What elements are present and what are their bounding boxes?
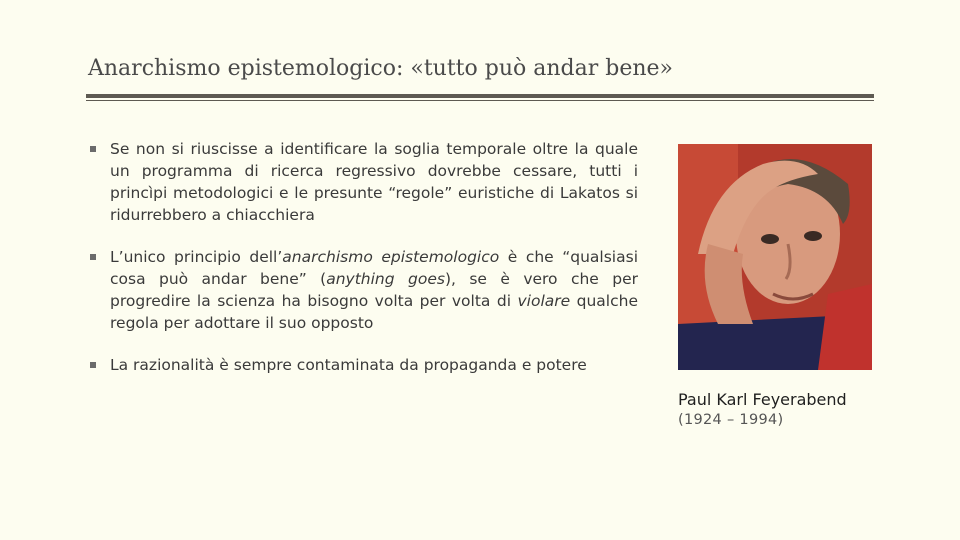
- square-bullet-icon: [90, 146, 96, 152]
- bullet-text-emphasis: anything goes: [326, 270, 445, 288]
- title-divider-thick: [86, 94, 874, 98]
- title-divider-thin: [86, 100, 874, 101]
- bullet-text: Se non si riuscisse a identificare la soglia temporale oltre la quale un programma di ricerca regressivo dovrebbe cessare, tutti i princìpi metodologici e le presunte “regole” euristiche di Lakatos si ridurrebbero a chiacchiera: [110, 140, 638, 224]
- caption-name: Paul Karl Feyerabend: [678, 390, 847, 409]
- bullet-item-3: [90, 354, 638, 376]
- caption-dates: (1924 – 1994): [678, 412, 784, 428]
- bullet-text-part: è che “qualsiasi cosa può andar bene” (: [110, 248, 638, 288]
- portrait-illustration: [678, 144, 872, 370]
- bullet-list: [90, 138, 638, 376]
- portrait-photo: [678, 144, 872, 370]
- bullet-text: La razionalità è sempre contaminata da propaganda e potere: [110, 356, 587, 374]
- bullet-text-part: qualche regola per adottare il suo opposto: [110, 292, 638, 332]
- bullet-text-emphasis: anarchismo epistemologico: [282, 248, 500, 266]
- bullet-text-part: L’unico principio dell’: [110, 248, 283, 266]
- slide-title: Anarchismo epistemologico: «tutto può andar bene»: [88, 56, 673, 81]
- bullet-item-2: [90, 246, 638, 334]
- bullet-item-1: [90, 138, 638, 226]
- square-bullet-icon: [90, 254, 96, 260]
- bullet-text-emphasis: violare: [517, 292, 571, 310]
- bullet-text-part: ), se è vero che per progredire la scienza ha bisogno volta per volta di: [110, 270, 638, 310]
- square-bullet-icon: [90, 362, 96, 368]
